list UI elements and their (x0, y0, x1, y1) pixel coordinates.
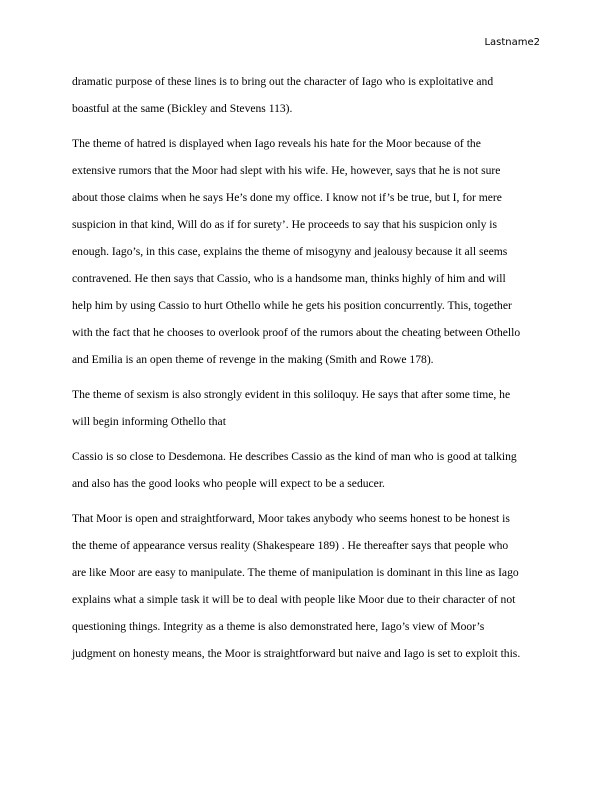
text-line: contravened. He then says that Cassio, who is a handsome man, thinks highly of him and will (72, 272, 506, 285)
text-line: dramatic purpose of these lines is to bring out the character of Iago who is exploitative and (72, 75, 494, 88)
text-line: enough. Iago’s, in this case, explains the theme of misogyny and jealousy because it all seems (72, 245, 508, 258)
text-line: The theme of hatred is displayed when Iago reveals his hate for the Moor because of the (72, 137, 481, 150)
paragraph-5 (72, 505, 544, 667)
running-head: Lastname2 (484, 37, 540, 48)
text-line: questioning things. Integrity as a theme is also demonstrated here, Iago’s view of Moor’s (72, 620, 485, 633)
paragraph-2 (72, 130, 544, 373)
text-line: and Emilia is an open theme of revenge in the making (Smith and Rowe 178). (72, 353, 434, 366)
text-line: boastful at the same (Bickley and Stevens 113). (72, 102, 293, 115)
text-line: judgment on honesty means, the Moor is straightforward but naive and Iago is set to exploit this. (72, 647, 521, 660)
text-line: are like Moor are easy to manipulate. The theme of manipulation is dominant in this line as Iago (72, 566, 519, 579)
text-line: explains what a simple task it will be to deal with people like Moor due to their character of not (72, 593, 516, 606)
text-line: will begin informing Othello that (72, 415, 226, 428)
paragraph-1 (72, 68, 544, 122)
text-line: help him by using Cassio to hurt Othello while he gets his position concurrently. This, together (72, 299, 512, 312)
text-line: Cassio is so close to Desdemona. He describes Cassio as the kind of man who is good at talking (72, 450, 517, 463)
text-line: suspicion in that kind, Will do as if for surety’. He proceeds to say that his suspicion only is (72, 218, 498, 231)
text-line: with the fact that he chooses to overlook proof of the rumors about the cheating between Othello (72, 326, 521, 339)
document-body (72, 68, 544, 667)
text-line: about those claims when he says He’s done my office. I know not if’s be true, but I, for mere (72, 191, 502, 204)
text-line: the theme of appearance versus reality (Shakespeare 189) . He thereafter says that people who (72, 539, 509, 552)
text-line: and also has the good looks who people will expect to be a seducer. (72, 477, 385, 490)
paragraph-3 (72, 381, 544, 435)
text-line: The theme of sexism is also strongly evident in this soliloquy. He says that after some time, he (72, 388, 511, 401)
text-line: extensive rumors that the Moor had slept with his wife. He, however, says that he is not sure (72, 164, 501, 177)
paragraph-4 (72, 443, 544, 497)
text-line: That Moor is open and straightforward, Moor takes anybody who seems honest to be honest is (72, 512, 510, 525)
